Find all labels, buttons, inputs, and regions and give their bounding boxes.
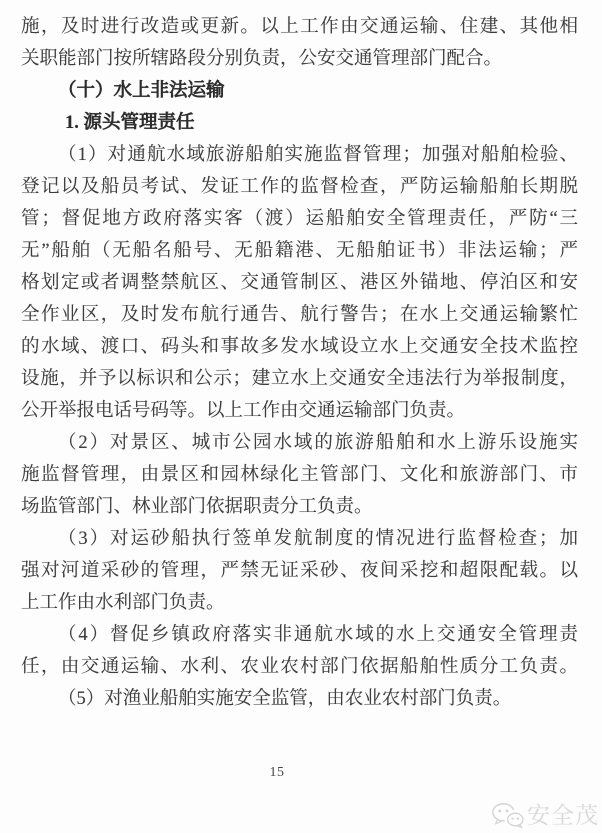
text-line: 无”船舶（无船名船号、无船籍港、无船舶证书）非法运输；严 [21,241,578,261]
text-line: 全作业区，及时发布航行通告、航行警告；在水上交通运输繁忙 [21,305,578,325]
text-line: 设施，并予以标识和公示；建立水上交通安全违法行为举报制度， [21,369,578,389]
text-line: （4）督促乡镇政府落实非通航水域的水上交通安全管理责 [58,625,578,645]
text-line: （2）对景区、城市公园水域的旅游船舶和水上游乐设施实 [58,433,578,453]
text-line: 场监管部门、林业部门依据职责分工负责。 [21,497,373,517]
wechat-icon [491,801,524,829]
document-body [21,11,578,715]
wechat-watermark [491,801,599,829]
page-number: 15 [269,765,285,780]
text-line: 强对河道采砂的管理，严禁无证采砂、夜间采挖和超限配载。以 [21,561,578,581]
text-line: 任，由交通运输、水利、农业农村部门依据船舶性质分工负责。 [21,657,578,677]
subsection-heading: 1. 源头管理责任 [65,113,195,133]
text-line: 上工作由水利部门负责。 [21,593,225,613]
text-line: 格划定或者调整禁航区、交通管制区、港区外锚地、停泊区和安 [21,273,578,293]
text-line: 施，及时进行改造或更新。以上工作由交通运输、住建、其他相 [21,17,578,37]
text-line: （5）对渔业船舶实施安全监管，由农业农村部门负责。 [58,689,512,709]
text-line: 管；督促地方政府落实客（渡）运船舶安全管理责任，严防“三 [21,209,578,229]
text-line: 的水域、渡口、码头和事故多发水域设立水上交通安全技术监控 [21,337,578,357]
section-heading: （十）水上非法运输 [58,81,225,101]
text-line: 公开举报电话号码等。以上工作由交通运输部门负责。 [21,401,466,421]
text-line: 关职能部门按所辖路段分别负责，公安交通管理部门配合。 [21,49,503,69]
watermark-label: 安全茂 [527,802,599,828]
text-line: （1）对通航水域旅游船舶实施监督管理；加强对船舶检验、 [58,145,578,165]
text-line: （3）对运砂船执行签单发航制度的情况进行监督检查；加 [58,529,578,549]
text-line: 施监督管理，由景区和园林绿化主管部门、文化和旅游部门、市 [21,465,578,485]
text-line: 登记以及船员考试、发证工作的监督检查，严防运输船舶长期脱 [21,177,578,197]
